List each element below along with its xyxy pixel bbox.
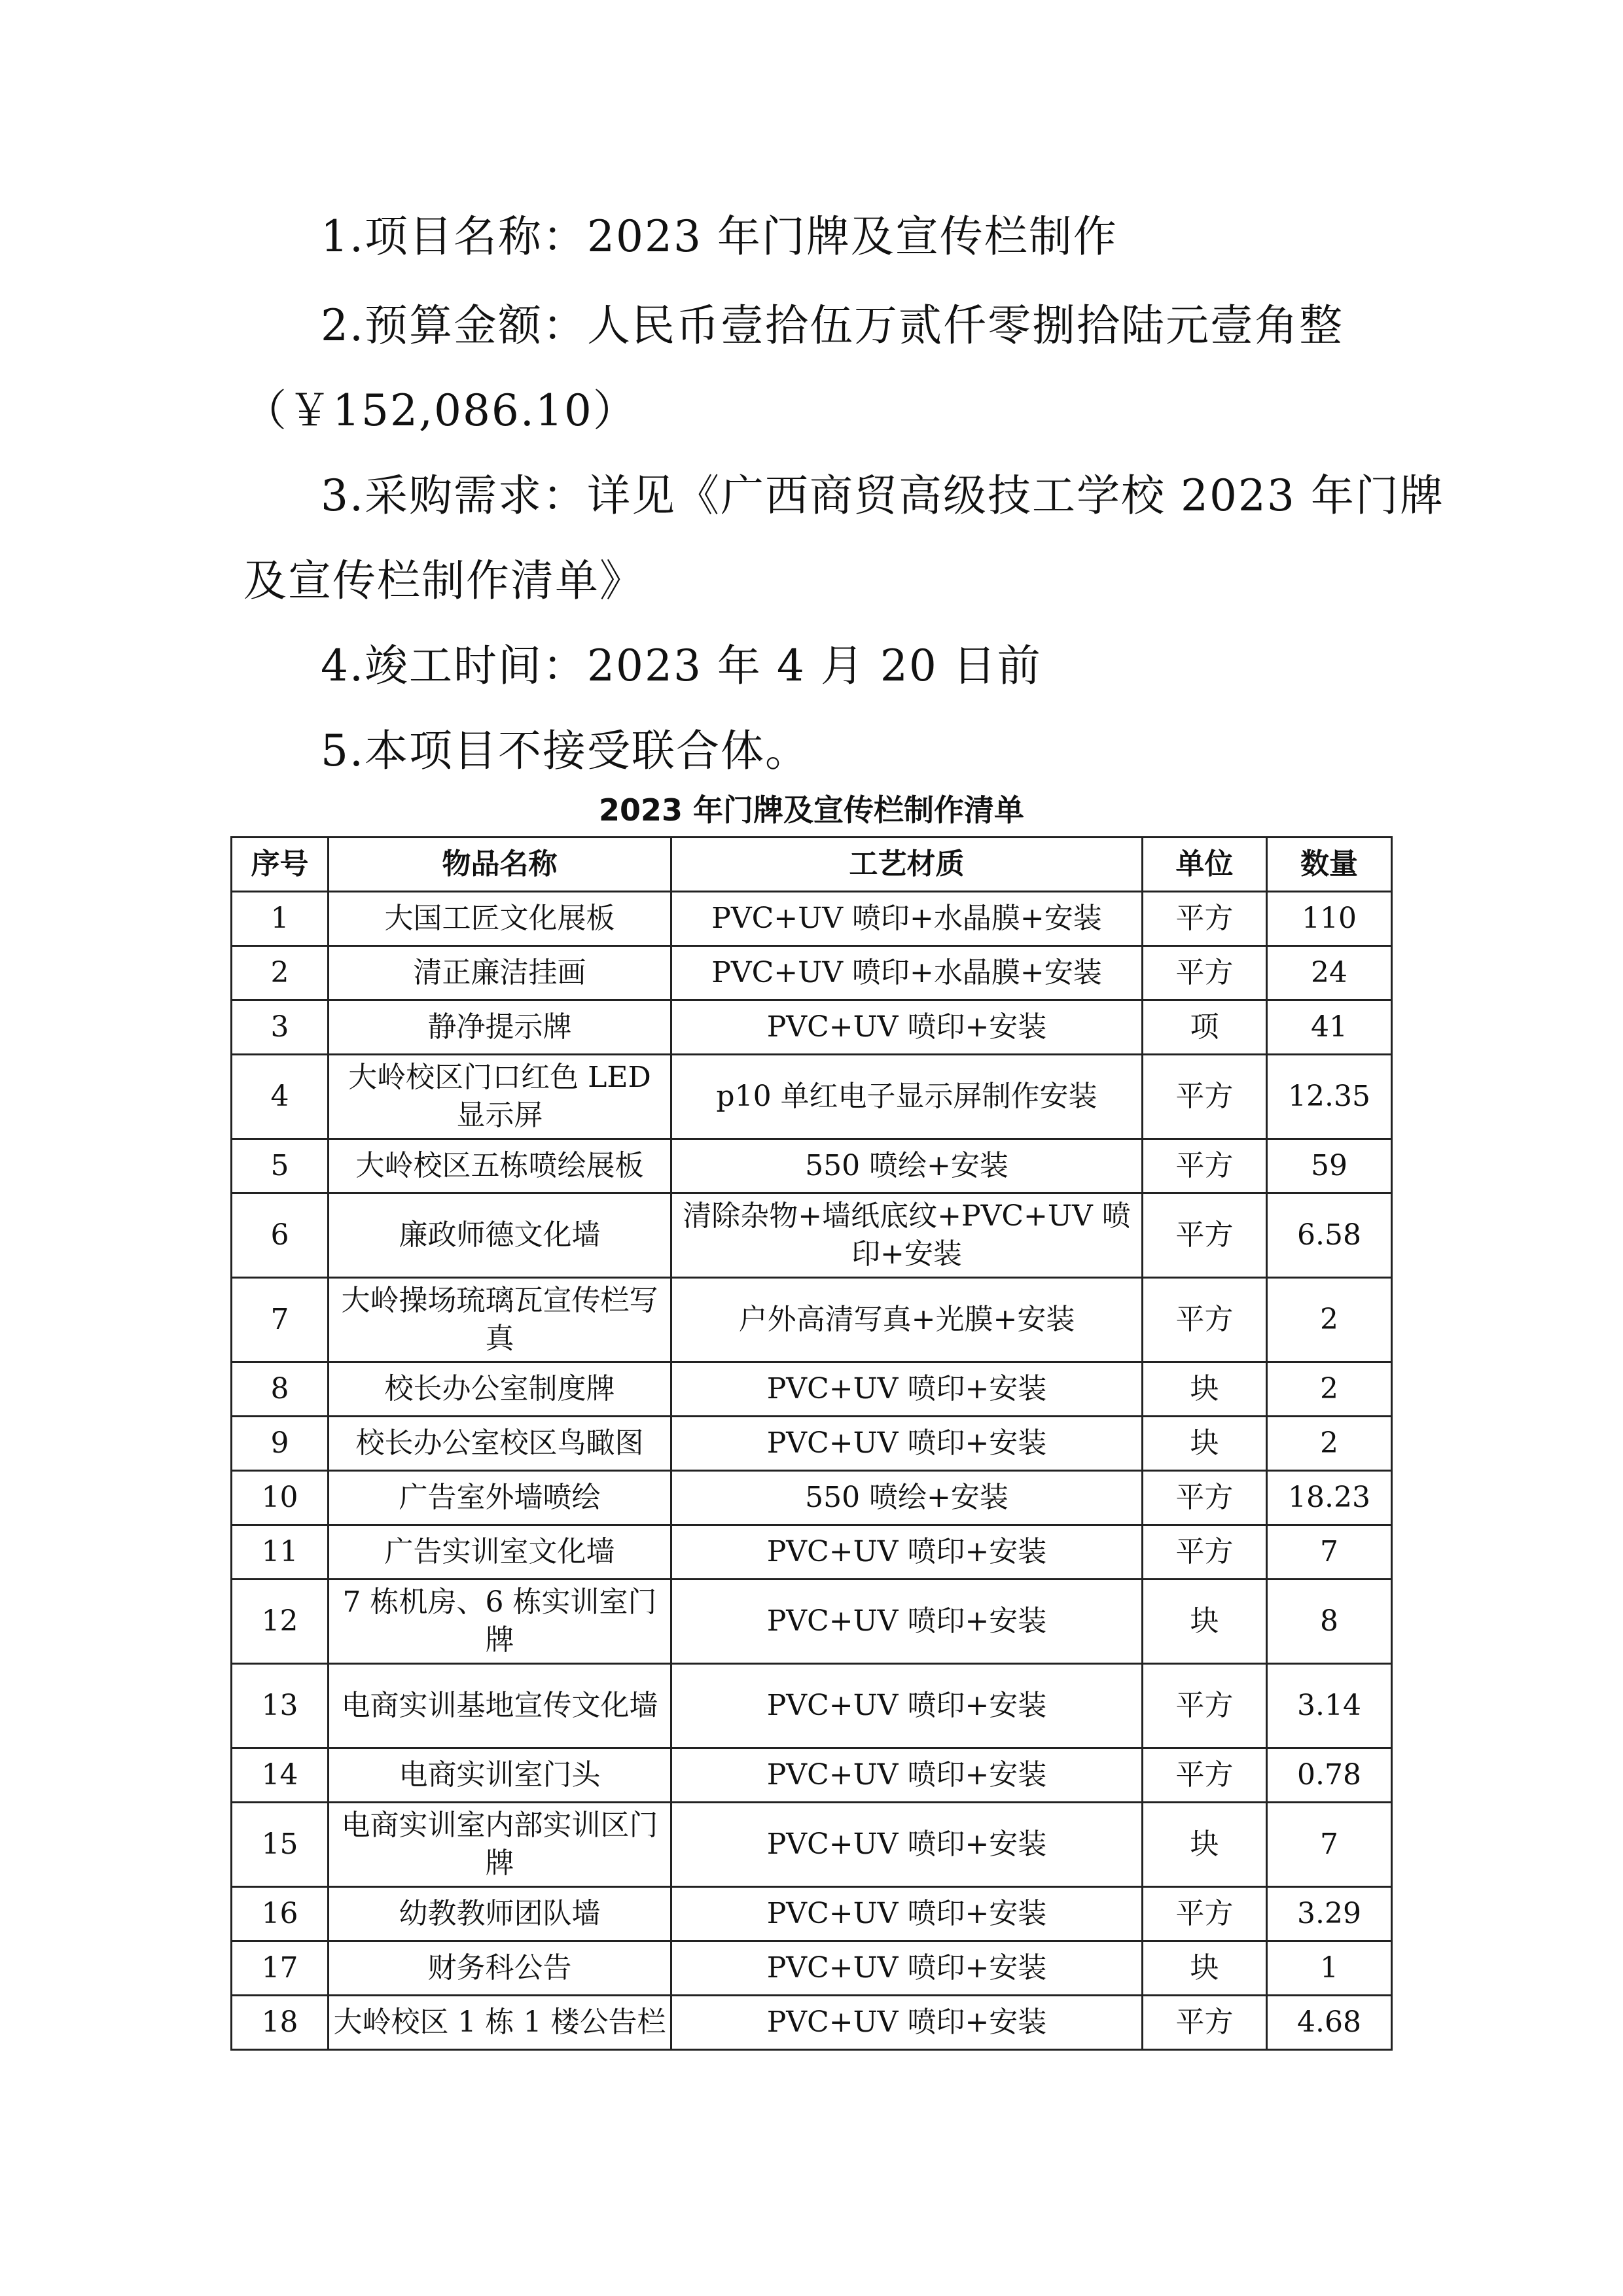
cell-item-name: 幼教教师团队墙 (329, 1887, 671, 1941)
cell-material: PVC+UV 喷印+安装 (671, 1362, 1143, 1417)
cell-material: PVC+UV 喷印+安装 (671, 1525, 1143, 1580)
cell-item-name: 校长办公室校区鸟瞰图 (329, 1417, 671, 1471)
cell-material: PVC+UV 喷印+安装 (671, 1417, 1143, 1471)
table-row (232, 1055, 1392, 1139)
header-item-name: 物品名称 (329, 838, 671, 892)
cell-material: PVC+UV 喷印+水晶膜+安装 (671, 892, 1143, 946)
cell-unit: 平方 (1143, 1278, 1267, 1362)
cell-index: 14 (232, 1748, 329, 1803)
cell-quantity: 24 (1267, 946, 1392, 1000)
item-no-consortium: 5.本项目不接受联合体。 (321, 726, 810, 776)
cell-material: 550 喷绘+安装 (671, 1139, 1143, 1193)
cell-item-name: 广告实训室文化墙 (329, 1525, 671, 1580)
cell-unit: 块 (1143, 1803, 1267, 1887)
table-row (232, 1941, 1392, 1996)
cell-item-name: 大岭校区五栋喷绘展板 (329, 1139, 671, 1193)
cell-material: PVC+UV 喷印+安装 (671, 1580, 1143, 1664)
cell-item-name: 7 栋机房、6 栋实训室门牌 (329, 1580, 671, 1664)
cell-quantity: 2 (1267, 1417, 1392, 1471)
cell-material: PVC+UV 喷印+安装 (671, 1748, 1143, 1803)
cell-unit: 平方 (1143, 892, 1267, 946)
cell-quantity: 6.58 (1267, 1193, 1392, 1278)
cell-index: 5 (232, 1139, 329, 1193)
cell-quantity: 3.14 (1267, 1664, 1392, 1748)
cell-item-name: 大岭操场琉璃瓦宣传栏写真 (329, 1278, 671, 1362)
cell-unit: 块 (1143, 1580, 1267, 1664)
cell-unit: 块 (1143, 1941, 1267, 1996)
cell-material: PVC+UV 喷印+安装 (671, 1803, 1143, 1887)
cell-quantity: 18.23 (1267, 1471, 1392, 1525)
table-row (232, 892, 1392, 946)
production-list-table (230, 836, 1393, 2051)
cell-index: 18 (232, 1996, 329, 2050)
cell-unit: 平方 (1143, 1055, 1267, 1139)
cell-quantity: 41 (1267, 1000, 1392, 1055)
cell-index: 2 (232, 946, 329, 1000)
cell-quantity: 2 (1267, 1278, 1392, 1362)
table-row (232, 1525, 1392, 1580)
table-row (232, 1664, 1392, 1748)
cell-index: 15 (232, 1803, 329, 1887)
table-row (232, 1362, 1392, 1417)
cell-unit: 块 (1143, 1362, 1267, 1417)
cell-quantity: 2 (1267, 1362, 1392, 1417)
table-row (232, 1193, 1392, 1278)
cell-unit: 平方 (1143, 1471, 1267, 1525)
cell-unit: 平方 (1143, 1664, 1267, 1748)
cell-index: 11 (232, 1525, 329, 1580)
cell-item-name: 电商实训室门头 (329, 1748, 671, 1803)
cell-quantity: 7 (1267, 1803, 1392, 1887)
cell-index: 7 (232, 1278, 329, 1362)
cell-unit: 块 (1143, 1417, 1267, 1471)
cell-item-name: 廉政师德文化墙 (329, 1193, 671, 1278)
cell-item-name: 电商实训基地宣传文化墙 (329, 1664, 671, 1748)
cell-item-name: 财务科公告 (329, 1941, 671, 1996)
cell-index: 6 (232, 1193, 329, 1278)
cell-index: 10 (232, 1471, 329, 1525)
cell-quantity: 8 (1267, 1580, 1392, 1664)
cell-quantity: 12.35 (1267, 1055, 1392, 1139)
cell-material: PVC+UV 喷印+安装 (671, 1664, 1143, 1748)
cell-item-name: 清正廉洁挂画 (329, 946, 671, 1000)
cell-quantity: 110 (1267, 892, 1392, 946)
cell-item-name: 大岭校区门口红色 LED 显示屏 (329, 1055, 671, 1139)
cell-index: 9 (232, 1417, 329, 1471)
cell-item-name: 静净提示牌 (329, 1000, 671, 1055)
cell-quantity: 0.78 (1267, 1748, 1392, 1803)
cell-unit: 项 (1143, 1000, 1267, 1055)
item-budget-amount: 2.预算金额：人民币壹拾伍万贰仟零捌拾陆元壹角整 (321, 300, 1344, 351)
table-row (232, 1580, 1392, 1664)
table-row (232, 1471, 1392, 1525)
cell-quantity: 3.29 (1267, 1887, 1392, 1941)
cell-material: PVC+UV 喷印+安装 (671, 1000, 1143, 1055)
cell-unit: 平方 (1143, 1996, 1267, 2050)
cell-material: PVC+UV 喷印+安装 (671, 1996, 1143, 2050)
cell-unit: 平方 (1143, 1193, 1267, 1278)
table-row (232, 1803, 1392, 1887)
cell-unit: 平方 (1143, 1525, 1267, 1580)
table-row (232, 1887, 1392, 1941)
item-project-name: 1.项目名称：2023 年门牌及宣传栏制作 (321, 211, 1118, 262)
table-title: 2023 年门牌及宣传栏制作清单 (598, 792, 1025, 828)
cell-index: 17 (232, 1941, 329, 1996)
item-budget-figure: （￥152,086.10） (243, 385, 637, 436)
header-unit: 单位 (1143, 838, 1267, 892)
table-row (232, 1000, 1392, 1055)
cell-index: 4 (232, 1055, 329, 1139)
cell-index: 16 (232, 1887, 329, 1941)
cell-unit: 平方 (1143, 1748, 1267, 1803)
table-row (232, 1278, 1392, 1362)
cell-index: 13 (232, 1664, 329, 1748)
item-procurement-requirements: 3.采购需求：详见《广西商贸高级技工学校 2023 年门牌 (321, 470, 1444, 521)
cell-material: 清除杂物+墙纸底纹+PVC+UV 喷印+安装 (671, 1193, 1143, 1278)
cell-material: p10 单红电子显示屏制作安装 (671, 1055, 1143, 1139)
cell-quantity: 1 (1267, 1941, 1392, 1996)
header-index: 序号 (232, 838, 329, 892)
cell-quantity: 59 (1267, 1139, 1392, 1193)
cell-quantity: 7 (1267, 1525, 1392, 1580)
table-row (232, 1417, 1392, 1471)
cell-material: 户外高清写真+光膜+安装 (671, 1278, 1143, 1362)
cell-index: 8 (232, 1362, 329, 1417)
cell-unit: 平方 (1143, 946, 1267, 1000)
cell-quantity: 4.68 (1267, 1996, 1392, 2050)
cell-item-name: 电商实训室内部实训区门牌 (329, 1803, 671, 1887)
cell-material: 550 喷绘+安装 (671, 1471, 1143, 1525)
cell-item-name: 广告室外墙喷绘 (329, 1471, 671, 1525)
cell-item-name: 校长办公室制度牌 (329, 1362, 671, 1417)
table-row (232, 1996, 1392, 2050)
table-row (232, 1139, 1392, 1193)
item-procurement-requirements-cont: 及宣传栏制作清单》 (243, 556, 644, 606)
table-header-row (232, 838, 1392, 892)
cell-material: PVC+UV 喷印+安装 (671, 1887, 1143, 1941)
cell-item-name: 大国工匠文化展板 (329, 892, 671, 946)
cell-index: 1 (232, 892, 329, 946)
cell-index: 3 (232, 1000, 329, 1055)
cell-material: PVC+UV 喷印+水晶膜+安装 (671, 946, 1143, 1000)
table-row (232, 946, 1392, 1000)
cell-unit: 平方 (1143, 1139, 1267, 1193)
header-material: 工艺材质 (671, 838, 1143, 892)
cell-material: PVC+UV 喷印+安装 (671, 1941, 1143, 1996)
header-quantity: 数量 (1267, 838, 1392, 892)
cell-item-name: 大岭校区 1 栋 1 楼公告栏 (329, 1996, 671, 2050)
table-row (232, 1748, 1392, 1803)
item-completion-time: 4.竣工时间：2023 年 4 月 20 日前 (321, 641, 1042, 691)
cell-unit: 平方 (1143, 1887, 1267, 1941)
cell-index: 12 (232, 1580, 329, 1664)
